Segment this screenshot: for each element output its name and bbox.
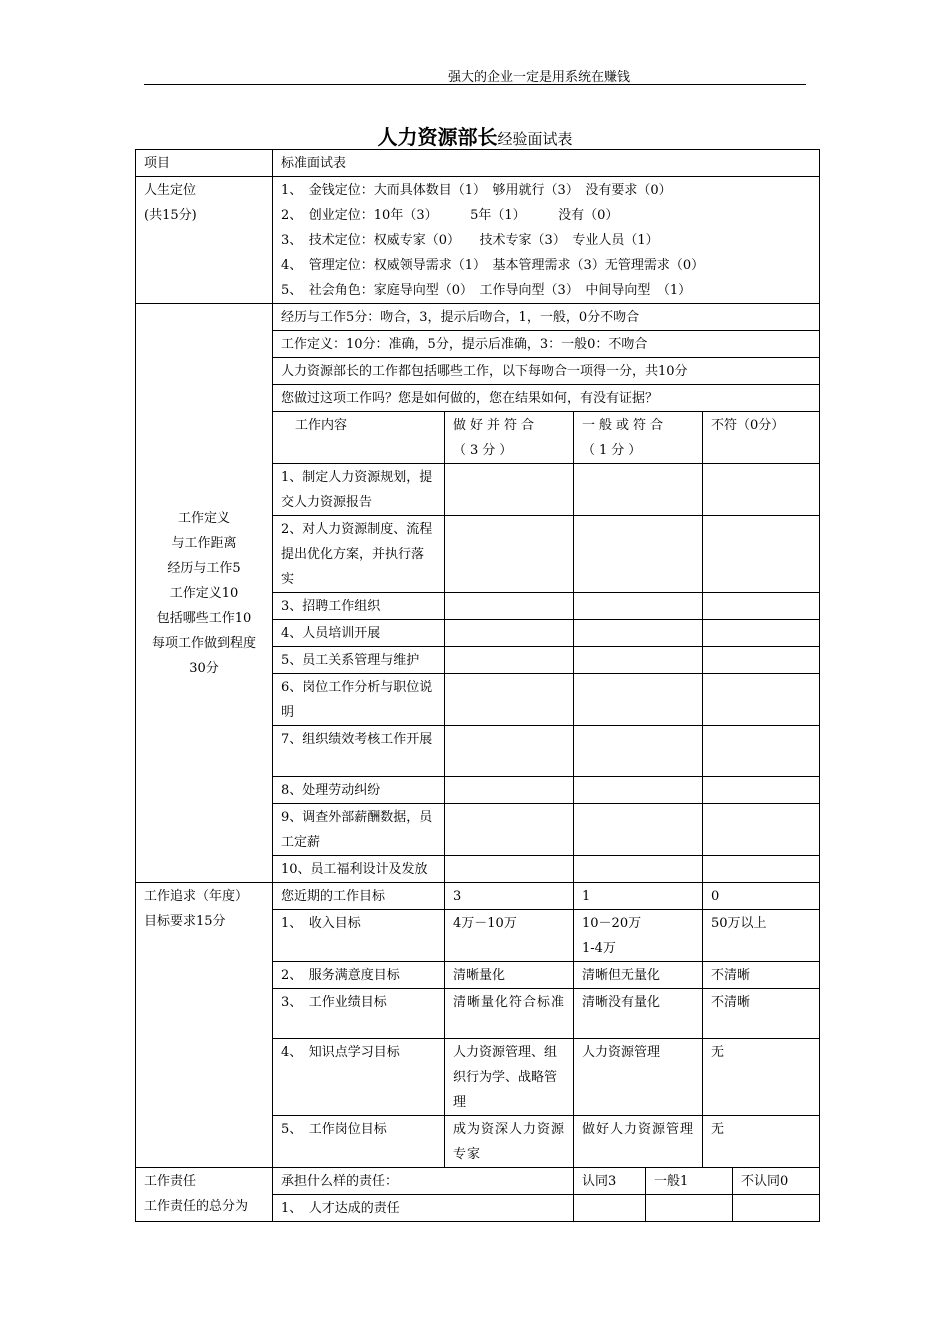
goal-answer-c: 无 bbox=[703, 1116, 820, 1168]
goals-label-cell bbox=[136, 883, 273, 1168]
work-item-no bbox=[703, 620, 820, 647]
resp-label: 工作责任 bbox=[144, 1174, 197, 1189]
work-item-no bbox=[703, 777, 820, 804]
goal-answer-c: 50万以上 bbox=[703, 910, 820, 962]
goal-head-row bbox=[136, 883, 820, 910]
life-line: 1、 金钱定位：大而具体数目（1） 够用就行（3） 没有要求（0） bbox=[281, 183, 672, 198]
work-item-normal bbox=[574, 593, 703, 620]
work-item-good bbox=[445, 647, 574, 674]
work-item-good bbox=[445, 804, 574, 856]
goal-score-c: 0 bbox=[703, 883, 820, 910]
work-rule: 人力资源部长的工作都包括哪些工作，以下每吻合一项得一分，共10分 bbox=[273, 358, 820, 385]
goal-question: 5、 工作岗位目标 bbox=[273, 1116, 445, 1168]
col-work-content: 工作内容 bbox=[273, 412, 445, 464]
work-item-good bbox=[445, 593, 574, 620]
goal-answer-c: 不清晰 bbox=[703, 989, 820, 1039]
resp-head-row bbox=[136, 1168, 820, 1195]
work-item-no bbox=[703, 647, 820, 674]
work-item: 4、人员培训开展 bbox=[273, 620, 445, 647]
goal-answer-b: 清晰但无量化 bbox=[574, 962, 703, 989]
work-item-normal bbox=[574, 647, 703, 674]
work-label-line: 与工作距离 bbox=[171, 536, 237, 551]
goal-answer-c: 无 bbox=[703, 1039, 820, 1116]
work-item-no bbox=[703, 674, 820, 726]
work-item-normal bbox=[574, 464, 703, 516]
work-item: 6、岗位工作分析与职位说明 bbox=[273, 674, 445, 726]
life-line: 3、 技术定位：权威专家（0） 技术专家（3） 专业人员（1） bbox=[281, 233, 659, 248]
goal-answer-b: 人力资源管理 bbox=[574, 1039, 703, 1116]
resp-agree: 认同3 bbox=[574, 1168, 646, 1195]
life-score: (共15分) bbox=[144, 208, 197, 223]
work-item: 3、招聘工作组织 bbox=[273, 593, 445, 620]
work-item-good bbox=[445, 516, 574, 593]
work-item-normal bbox=[574, 674, 703, 726]
goal-answer-a: 成为资深人力资源专家 bbox=[445, 1116, 574, 1168]
work-item-no bbox=[703, 516, 820, 593]
work-item-no bbox=[703, 856, 820, 883]
resp-item: 1、 人才达成的责任 bbox=[273, 1195, 574, 1222]
work-item-normal bbox=[574, 804, 703, 856]
goal-answer-b: 清晰没有量化 bbox=[574, 989, 703, 1039]
resp-question: 承担什么样的责任： bbox=[273, 1168, 574, 1195]
work-item-no bbox=[703, 593, 820, 620]
work-item-no bbox=[703, 464, 820, 516]
life-line: 2、 创业定位：10年（3） 5年（1） 没有（0） bbox=[281, 208, 619, 223]
goals-score: 目标要求15分 bbox=[144, 914, 226, 929]
goal-question: 您近期的工作目标 bbox=[273, 883, 445, 910]
life-label: 人生定位 bbox=[144, 183, 197, 198]
goals-label: 工作追求（年度） bbox=[144, 889, 249, 904]
header-text: 强大的企业一定是用系统在赚钱 bbox=[448, 70, 631, 85]
work-rule: 工作定义：10分：准确，5分，提示后准确，3：一般0：不吻合 bbox=[273, 331, 820, 358]
work-label-line: 包括哪些工作10 bbox=[156, 611, 252, 626]
resp-disagree: 不认同0 bbox=[733, 1168, 820, 1195]
work-item-good bbox=[445, 464, 574, 516]
work-item-good bbox=[445, 674, 574, 726]
work-item-normal bbox=[574, 726, 703, 777]
interview-table bbox=[135, 149, 820, 1222]
resp-label-cell bbox=[136, 1168, 273, 1222]
goal-answer-b-line: 10－20万 bbox=[582, 916, 642, 931]
table-header-row bbox=[136, 150, 820, 177]
goal-score-b: 1 bbox=[574, 883, 703, 910]
col-no: 不符（0分） bbox=[703, 412, 820, 464]
work-item-no bbox=[703, 726, 820, 777]
goal-question: 2、 服务满意度目标 bbox=[273, 962, 445, 989]
col-normal: 一般或符合（1分） bbox=[574, 412, 703, 464]
goal-question: 1、 收入目标 bbox=[273, 910, 445, 962]
work-item: 9、调查外部薪酬数据，员工定薪 bbox=[273, 804, 445, 856]
work-rule-row bbox=[136, 304, 820, 331]
life-line: 5、 社会角色：家庭导向型（0） 工作导向型（3） 中间导向型 （1） bbox=[281, 283, 692, 298]
resp-normal: 一般1 bbox=[646, 1168, 733, 1195]
life-label-cell bbox=[136, 177, 273, 304]
goal-answer-a: 清晰量化 bbox=[445, 962, 574, 989]
work-label-line: 30分 bbox=[189, 661, 219, 676]
col-good: 做好并符合（3分） bbox=[445, 412, 574, 464]
life-line: 4、 管理定位：权威领导需求（1） 基本管理需求（3）无管理需求（0） bbox=[281, 258, 705, 273]
goal-answer-a: 人力资源管理、组织行为学、战略管理 bbox=[445, 1039, 574, 1116]
work-item-normal bbox=[574, 620, 703, 647]
goal-answer-b bbox=[574, 910, 703, 962]
work-rule: 经历与工作5分：吻合，3，提示后吻合，1，一般，0分不吻合 bbox=[273, 304, 820, 331]
work-label-cell bbox=[136, 304, 273, 883]
goal-answer-c: 不清晰 bbox=[703, 962, 820, 989]
resp-item-disagree bbox=[733, 1195, 820, 1222]
work-item-good bbox=[445, 777, 574, 804]
resp-score: 工作责任的总分为 bbox=[144, 1199, 249, 1214]
goal-question: 4、 知识点学习目标 bbox=[273, 1039, 445, 1116]
title-sub: 经验面试表 bbox=[497, 130, 573, 148]
work-item-normal bbox=[574, 777, 703, 804]
goal-score-a: 3 bbox=[445, 883, 574, 910]
work-item: 10、员工福利设计及发放 bbox=[273, 856, 445, 883]
work-item: 8、处理劳动纠纷 bbox=[273, 777, 445, 804]
title-main: 人力资源部长 bbox=[377, 125, 498, 149]
work-item: 1、制定人力资源规划，提交人力资源报告 bbox=[273, 464, 445, 516]
goal-answer-b-line: 1-4万 bbox=[582, 941, 616, 956]
goal-answer-b: 做好人力资源管理 bbox=[574, 1116, 703, 1168]
col-standard-header: 标准面试表 bbox=[273, 150, 820, 177]
work-label-line: 工作定义 bbox=[177, 511, 230, 526]
life-criteria-cell bbox=[273, 177, 820, 304]
resp-item-agree bbox=[574, 1195, 646, 1222]
work-item-normal bbox=[574, 856, 703, 883]
col-item-header: 项目 bbox=[136, 150, 273, 177]
work-item: 7、组织绩效考核工作开展 bbox=[273, 726, 445, 777]
goal-question: 3、 工作业绩目标 bbox=[273, 989, 445, 1039]
work-item-no bbox=[703, 804, 820, 856]
page-header bbox=[144, 64, 806, 85]
work-item-good bbox=[445, 726, 574, 777]
work-item: 2、对人力资源制度、流程提出优化方案，并执行落实 bbox=[273, 516, 445, 593]
work-item-normal bbox=[574, 516, 703, 593]
work-rule: 您做过这项工作吗？您是如何做的，您在结果如何，有没有证据？ bbox=[273, 385, 820, 412]
goal-answer-a: 清晰量化符合标准 bbox=[445, 989, 574, 1039]
work-item-good bbox=[445, 856, 574, 883]
resp-item-normal bbox=[646, 1195, 733, 1222]
work-item: 5、员工关系管理与维护 bbox=[273, 647, 445, 674]
life-section-row bbox=[136, 177, 820, 304]
work-item-good bbox=[445, 620, 574, 647]
goal-answer-a: 4万－10万 bbox=[445, 910, 574, 962]
work-label-line: 每项工作做到程度 bbox=[151, 636, 256, 651]
work-label-line: 经历与工作5 bbox=[167, 561, 241, 576]
page-title bbox=[0, 124, 950, 152]
work-label-line: 工作定义10 bbox=[169, 586, 239, 601]
